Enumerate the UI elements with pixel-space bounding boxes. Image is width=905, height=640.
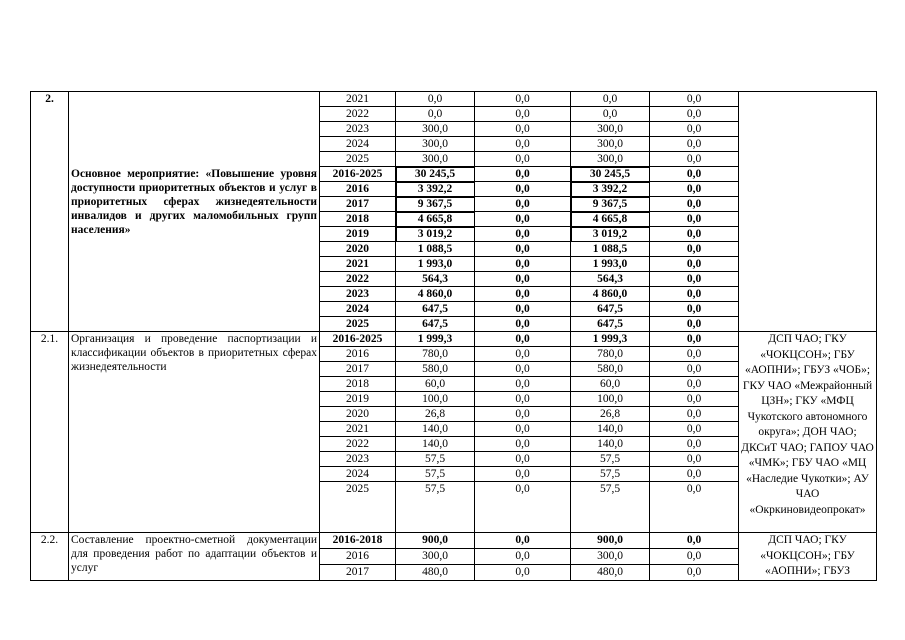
cell-other: 0,0 <box>650 212 739 227</box>
budget-table <box>30 91 877 581</box>
cell-total: 580,0 <box>396 362 475 377</box>
cell-other: 0,0 <box>650 167 739 182</box>
cell-fed: 0,0 <box>475 272 571 287</box>
cell-other: 0,0 <box>650 564 739 580</box>
cell-year: 2025 <box>320 482 396 533</box>
cell-reg: 0,0 <box>571 107 650 122</box>
cell-reg: 0,0 <box>571 92 650 107</box>
cell-other: 0,0 <box>650 92 739 107</box>
cell-other: 0,0 <box>650 287 739 302</box>
cell-fed: 0,0 <box>475 332 571 347</box>
cell-fed: 0,0 <box>475 437 571 452</box>
cell-reg: 300,0 <box>571 137 650 152</box>
cell-other: 0,0 <box>650 227 739 242</box>
cell-total: 30 245,5 <box>396 167 475 182</box>
executor-cell: ДСП ЧАО; ГКУ «ЧОКЦСОН»; ГБУ «АОПНИ»; ГБУЗ <box>739 533 877 581</box>
cell-other: 0,0 <box>650 437 739 452</box>
cell-fed: 0,0 <box>475 107 571 122</box>
cell-reg: 9 367,5 <box>571 197 650 212</box>
cell-other: 0,0 <box>650 548 739 564</box>
cell-total: 4 860,0 <box>396 287 475 302</box>
cell-reg: 564,3 <box>571 272 650 287</box>
cell-fed: 0,0 <box>475 362 571 377</box>
cell-total: 3 019,2 <box>396 227 475 242</box>
cell-other: 0,0 <box>650 302 739 317</box>
cell-fed: 0,0 <box>475 467 571 482</box>
cell-reg: 57,5 <box>571 452 650 467</box>
cell-total: 780,0 <box>396 347 475 362</box>
cell-other: 0,0 <box>650 347 739 362</box>
cell-total: 140,0 <box>396 437 475 452</box>
cell-fed: 0,0 <box>475 302 571 317</box>
section-name <box>69 533 320 581</box>
cell-fed: 0,0 <box>475 167 571 182</box>
cell-year: 2025 <box>320 152 396 167</box>
cell-year: 2024 <box>320 467 396 482</box>
cell-total: 0,0 <box>396 107 475 122</box>
cell-year: 2020 <box>320 407 396 422</box>
cell-year: 2021 <box>320 92 396 107</box>
table-row <box>31 92 877 107</box>
cell-other: 0,0 <box>650 152 739 167</box>
cell-reg: 3 019,2 <box>571 227 650 242</box>
cell-reg: 647,5 <box>571 317 650 332</box>
cell-total: 1 999,3 <box>396 332 475 347</box>
cell-total: 647,5 <box>396 317 475 332</box>
cell-year: 2022 <box>320 107 396 122</box>
cell-total: 60,0 <box>396 377 475 392</box>
cell-fed: 0,0 <box>475 212 571 227</box>
cell-reg: 4 665,8 <box>571 212 650 227</box>
cell-fed: 0,0 <box>475 564 571 580</box>
cell-year: 2018 <box>320 377 396 392</box>
executor-cell <box>739 92 877 332</box>
cell-reg: 300,0 <box>571 548 650 564</box>
cell-other: 0,0 <box>650 137 739 152</box>
cell-reg: 60,0 <box>571 377 650 392</box>
cell-fed: 0,0 <box>475 533 571 549</box>
table-row <box>31 533 877 549</box>
cell-other: 0,0 <box>650 422 739 437</box>
cell-other: 0,0 <box>650 533 739 549</box>
cell-year: 2023 <box>320 287 396 302</box>
cell-total: 4 665,8 <box>396 212 475 227</box>
cell-fed: 0,0 <box>475 317 571 332</box>
section-name-text: Основное мероприятие: «Повышение уровня доступности приоритетных объектов и услуг в приоритетных сферах жизнедеятельности инвалидов и других маломобильных групп населения» <box>71 168 317 236</box>
section-number: 2. <box>31 92 69 332</box>
cell-year: 2021 <box>320 422 396 437</box>
cell-other: 0,0 <box>650 362 739 377</box>
cell-year: 2016-2025 <box>320 167 396 182</box>
cell-fed: 0,0 <box>475 122 571 137</box>
cell-fed: 0,0 <box>475 257 571 272</box>
cell-total: 564,3 <box>396 272 475 287</box>
cell-other: 0,0 <box>650 377 739 392</box>
cell-year: 2016 <box>320 182 396 197</box>
cell-other: 0,0 <box>650 452 739 467</box>
cell-total: 0,0 <box>396 92 475 107</box>
cell-reg: 3 392,2 <box>571 182 650 197</box>
section-number: 2.2. <box>31 533 69 581</box>
cell-reg: 57,5 <box>571 482 650 533</box>
cell-year: 2022 <box>320 272 396 287</box>
cell-year: 2017 <box>320 197 396 212</box>
cell-total: 647,5 <box>396 302 475 317</box>
cell-reg: 1 999,3 <box>571 332 650 347</box>
cell-fed: 0,0 <box>475 242 571 257</box>
cell-other: 0,0 <box>650 107 739 122</box>
cell-fed: 0,0 <box>475 152 571 167</box>
cell-year: 2023 <box>320 452 396 467</box>
cell-fed: 0,0 <box>475 452 571 467</box>
cell-fed: 0,0 <box>475 137 571 152</box>
cell-year: 2025 <box>320 317 396 332</box>
cell-fed: 0,0 <box>475 422 571 437</box>
cell-year: 2019 <box>320 392 396 407</box>
cell-reg: 1 993,0 <box>571 257 650 272</box>
cell-fed: 0,0 <box>475 407 571 422</box>
cell-total: 480,0 <box>396 564 475 580</box>
cell-reg: 4 860,0 <box>571 287 650 302</box>
cell-reg: 300,0 <box>571 122 650 137</box>
cell-year: 2017 <box>320 564 396 580</box>
cell-total: 300,0 <box>396 548 475 564</box>
cell-reg: 1 088,5 <box>571 242 650 257</box>
cell-total: 300,0 <box>396 152 475 167</box>
cell-fed: 0,0 <box>475 548 571 564</box>
cell-reg: 300,0 <box>571 152 650 167</box>
cell-year: 2019 <box>320 227 396 242</box>
cell-total: 57,5 <box>396 452 475 467</box>
cell-reg: 647,5 <box>571 302 650 317</box>
cell-other: 0,0 <box>650 482 739 533</box>
cell-reg: 780,0 <box>571 347 650 362</box>
cell-fed: 0,0 <box>475 347 571 362</box>
cell-other: 0,0 <box>650 122 739 137</box>
table-row <box>31 332 877 347</box>
section-name <box>69 92 320 332</box>
cell-year: 2020 <box>320 242 396 257</box>
cell-total: 3 392,2 <box>396 182 475 197</box>
cell-year: 2016-2018 <box>320 533 396 549</box>
cell-total: 300,0 <box>396 122 475 137</box>
cell-reg: 480,0 <box>571 564 650 580</box>
cell-total: 1 088,5 <box>396 242 475 257</box>
executor-cell: ДСП ЧАО; ГКУ «ЧОКЦСОН»; ГБУ «АОПНИ»; ГБУЗ «ЧОБ»; ГКУ ЧАО «Межрайонный ЦЗН»; ГКУ «МФЦ Чукотского автономного округа»; ДОН ЧАО; ДКСиТ ЧАО; ГАПОУ ЧАО «ЧМК»; ГБУ ЧАО «МЦ «Наследие Чукотки»; АУ ЧАО «Окркиновидеопрокат» <box>739 332 877 533</box>
cell-fed: 0,0 <box>475 227 571 242</box>
cell-year: 2021 <box>320 257 396 272</box>
cell-fed: 0,0 <box>475 92 571 107</box>
cell-other: 0,0 <box>650 467 739 482</box>
cell-total: 140,0 <box>396 422 475 437</box>
cell-fed: 0,0 <box>475 182 571 197</box>
cell-reg: 57,5 <box>571 467 650 482</box>
cell-other: 0,0 <box>650 332 739 347</box>
section-name-text: Составление проектно-сметной документации для проведения работ по адаптации объектов и услуг <box>71 534 317 574</box>
cell-reg: 580,0 <box>571 362 650 377</box>
cell-other: 0,0 <box>650 407 739 422</box>
cell-total: 57,5 <box>396 467 475 482</box>
cell-total: 100,0 <box>396 392 475 407</box>
cell-other: 0,0 <box>650 392 739 407</box>
cell-fed: 0,0 <box>475 482 571 533</box>
cell-year: 2017 <box>320 362 396 377</box>
cell-total: 57,5 <box>396 482 475 533</box>
cell-other: 0,0 <box>650 257 739 272</box>
cell-total: 26,8 <box>396 407 475 422</box>
cell-total: 9 367,5 <box>396 197 475 212</box>
cell-reg: 140,0 <box>571 422 650 437</box>
cell-other: 0,0 <box>650 197 739 212</box>
section-number: 2.1. <box>31 332 69 533</box>
section-name <box>69 332 320 533</box>
cell-total: 1 993,0 <box>396 257 475 272</box>
cell-year: 2016 <box>320 548 396 564</box>
cell-year: 2018 <box>320 212 396 227</box>
cell-total: 300,0 <box>396 137 475 152</box>
cell-fed: 0,0 <box>475 287 571 302</box>
cell-other: 0,0 <box>650 272 739 287</box>
cell-year: 2016-2025 <box>320 332 396 347</box>
cell-year: 2024 <box>320 137 396 152</box>
cell-reg: 26,8 <box>571 407 650 422</box>
cell-fed: 0,0 <box>475 377 571 392</box>
cell-year: 2023 <box>320 122 396 137</box>
cell-total: 900,0 <box>396 533 475 549</box>
cell-year: 2022 <box>320 437 396 452</box>
cell-fed: 0,0 <box>475 197 571 212</box>
cell-reg: 140,0 <box>571 437 650 452</box>
cell-reg: 900,0 <box>571 533 650 549</box>
cell-other: 0,0 <box>650 242 739 257</box>
cell-other: 0,0 <box>650 317 739 332</box>
cell-reg: 100,0 <box>571 392 650 407</box>
cell-reg: 30 245,5 <box>571 167 650 182</box>
cell-year: 2016 <box>320 347 396 362</box>
cell-other: 0,0 <box>650 182 739 197</box>
cell-fed: 0,0 <box>475 392 571 407</box>
cell-year: 2024 <box>320 302 396 317</box>
section-name-text: Организация и проведение паспортизации и классификации объектов в приоритетных сферах жизнедеятельности <box>71 333 317 373</box>
